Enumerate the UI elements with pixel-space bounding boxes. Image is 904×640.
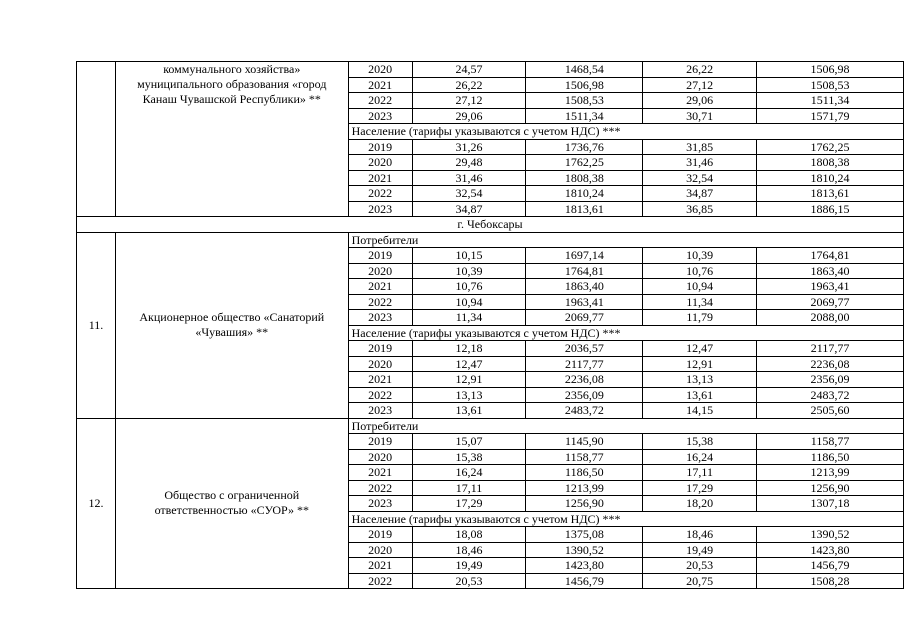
- value-cell: 1390,52: [526, 542, 643, 558]
- value-cell: 10,39: [643, 248, 757, 264]
- year-cell: 2019: [348, 434, 412, 450]
- value-cell: 12,18: [412, 341, 526, 357]
- value-cell: 10,76: [643, 263, 757, 279]
- table-row: [77, 418, 904, 434]
- value-cell: 1697,14: [526, 248, 643, 264]
- value-cell: 1863,40: [757, 263, 904, 279]
- value-cell: 20,53: [412, 573, 526, 589]
- organization-name: Общество с ограниченной ответственностью «СУОР» **: [115, 418, 348, 589]
- value-cell: 20,75: [643, 573, 757, 589]
- value-cell: 1456,79: [526, 573, 643, 589]
- value-cell: 1963,41: [757, 279, 904, 295]
- value-cell: 34,87: [643, 186, 757, 202]
- value-cell: 12,91: [412, 372, 526, 388]
- value-cell: 18,46: [643, 527, 757, 543]
- year-cell: 2019: [348, 527, 412, 543]
- value-cell: 10,15: [412, 248, 526, 264]
- value-cell: 31,85: [643, 139, 757, 155]
- value-cell: 24,57: [412, 62, 526, 78]
- value-cell: 18,08: [412, 527, 526, 543]
- section-title: г. Чебоксары: [77, 217, 904, 233]
- value-cell: 1158,77: [526, 449, 643, 465]
- value-cell: 1810,24: [526, 186, 643, 202]
- year-cell: 2022: [348, 573, 412, 589]
- value-cell: 1375,08: [526, 527, 643, 543]
- value-cell: 1423,80: [757, 542, 904, 558]
- value-cell: 1762,25: [526, 155, 643, 171]
- value-cell: 1186,50: [526, 465, 643, 481]
- value-cell: 30,71: [643, 108, 757, 124]
- value-cell: 1764,81: [526, 263, 643, 279]
- year-cell: 2021: [348, 77, 412, 93]
- value-cell: 1506,98: [526, 77, 643, 93]
- value-cell: 19,49: [643, 542, 757, 558]
- value-cell: 1423,80: [526, 558, 643, 574]
- group-label: Потребители: [348, 232, 903, 248]
- value-cell: 13,13: [412, 387, 526, 403]
- value-cell: 1307,18: [757, 496, 904, 512]
- value-cell: 29,06: [643, 93, 757, 109]
- value-cell: 18,20: [643, 496, 757, 512]
- year-cell: 2021: [348, 558, 412, 574]
- value-cell: 1256,90: [757, 480, 904, 496]
- value-cell: 1808,38: [757, 155, 904, 171]
- value-cell: 1158,77: [757, 434, 904, 450]
- value-cell: 1808,38: [526, 170, 643, 186]
- year-cell: 2020: [348, 356, 412, 372]
- year-cell: 2022: [348, 387, 412, 403]
- value-cell: 18,46: [412, 542, 526, 558]
- value-cell: 13,61: [412, 403, 526, 419]
- value-cell: 13,61: [643, 387, 757, 403]
- group-label: Население (тарифы указываются с учетом НДС) ***: [348, 124, 903, 140]
- organization-name: Акционерное общество «Санаторий «Чувашия» **: [115, 232, 348, 418]
- value-cell: 32,54: [412, 186, 526, 202]
- year-cell: 2019: [348, 139, 412, 155]
- year-cell: 2023: [348, 310, 412, 326]
- value-cell: 2236,08: [526, 372, 643, 388]
- tariff-table: [76, 61, 904, 589]
- value-cell: 11,34: [643, 294, 757, 310]
- value-cell: 13,13: [643, 372, 757, 388]
- value-cell: 1736,76: [526, 139, 643, 155]
- value-cell: 12,47: [412, 356, 526, 372]
- value-cell: 11,34: [412, 310, 526, 326]
- year-cell: 2020: [348, 263, 412, 279]
- value-cell: 1863,40: [526, 279, 643, 295]
- year-cell: 2020: [348, 542, 412, 558]
- row-number: [77, 62, 116, 217]
- value-cell: 20,53: [643, 558, 757, 574]
- value-cell: 31,46: [412, 170, 526, 186]
- value-cell: 17,29: [643, 480, 757, 496]
- value-cell: 1506,98: [757, 62, 904, 78]
- value-cell: 1571,79: [757, 108, 904, 124]
- value-cell: 1468,54: [526, 62, 643, 78]
- value-cell: 1213,99: [526, 480, 643, 496]
- year-cell: 2023: [348, 201, 412, 217]
- value-cell: 26,22: [643, 62, 757, 78]
- value-cell: 16,24: [412, 465, 526, 481]
- value-cell: 1963,41: [526, 294, 643, 310]
- value-cell: 16,24: [643, 449, 757, 465]
- value-cell: 2117,77: [757, 341, 904, 357]
- year-cell: 2021: [348, 465, 412, 481]
- value-cell: 17,11: [643, 465, 757, 481]
- value-cell: 10,94: [412, 294, 526, 310]
- year-cell: 2020: [348, 62, 412, 78]
- value-cell: 1390,52: [757, 527, 904, 543]
- value-cell: 10,76: [412, 279, 526, 295]
- value-cell: 11,79: [643, 310, 757, 326]
- value-cell: 1813,61: [526, 201, 643, 217]
- value-cell: 14,15: [643, 403, 757, 419]
- value-cell: 29,06: [412, 108, 526, 124]
- row-number: 12.: [77, 418, 116, 589]
- value-cell: 2117,77: [526, 356, 643, 372]
- year-cell: 2023: [348, 108, 412, 124]
- year-cell: 2019: [348, 248, 412, 264]
- value-cell: 12,47: [643, 341, 757, 357]
- value-cell: 27,12: [643, 77, 757, 93]
- year-cell: 2021: [348, 279, 412, 295]
- year-cell: 2022: [348, 480, 412, 496]
- value-cell: 1886,15: [757, 201, 904, 217]
- year-cell: 2021: [348, 170, 412, 186]
- year-cell: 2022: [348, 294, 412, 310]
- value-cell: 15,07: [412, 434, 526, 450]
- value-cell: 1764,81: [757, 248, 904, 264]
- year-cell: 2022: [348, 93, 412, 109]
- year-cell: 2021: [348, 372, 412, 388]
- year-cell: 2022: [348, 186, 412, 202]
- value-cell: 31,46: [643, 155, 757, 171]
- organization-name: коммунального хозяйства» муниципального образования «город Канаш Чувашской Республики» **: [115, 62, 348, 217]
- value-cell: 2483,72: [526, 403, 643, 419]
- value-cell: 2483,72: [757, 387, 904, 403]
- value-cell: 1508,53: [757, 77, 904, 93]
- table-row: [77, 62, 904, 78]
- value-cell: 10,94: [643, 279, 757, 295]
- value-cell: 2069,77: [526, 310, 643, 326]
- table-row: [77, 232, 904, 248]
- year-cell: 2020: [348, 449, 412, 465]
- value-cell: 2088,00: [757, 310, 904, 326]
- year-cell: 2020: [348, 155, 412, 171]
- value-cell: 2356,09: [757, 372, 904, 388]
- value-cell: 27,12: [412, 93, 526, 109]
- value-cell: 12,91: [643, 356, 757, 372]
- value-cell: 1762,25: [757, 139, 904, 155]
- value-cell: 1456,79: [757, 558, 904, 574]
- value-cell: 1810,24: [757, 170, 904, 186]
- value-cell: 10,39: [412, 263, 526, 279]
- value-cell: 1213,99: [757, 465, 904, 481]
- value-cell: 1508,28: [757, 573, 904, 589]
- value-cell: 1145,90: [526, 434, 643, 450]
- value-cell: 15,38: [412, 449, 526, 465]
- year-cell: 2023: [348, 496, 412, 512]
- value-cell: 1511,34: [526, 108, 643, 124]
- value-cell: 32,54: [643, 170, 757, 186]
- group-label: Потребители: [348, 418, 903, 434]
- value-cell: 15,38: [643, 434, 757, 450]
- year-cell: 2019: [348, 341, 412, 357]
- value-cell: 36,85: [643, 201, 757, 217]
- row-number: 11.: [77, 232, 116, 418]
- value-cell: 26,22: [412, 77, 526, 93]
- value-cell: 1508,53: [526, 93, 643, 109]
- value-cell: 29,48: [412, 155, 526, 171]
- value-cell: 2069,77: [757, 294, 904, 310]
- value-cell: 2356,09: [526, 387, 643, 403]
- value-cell: 2236,08: [757, 356, 904, 372]
- value-cell: 1186,50: [757, 449, 904, 465]
- value-cell: 19,49: [412, 558, 526, 574]
- value-cell: 2505,60: [757, 403, 904, 419]
- value-cell: 17,11: [412, 480, 526, 496]
- table-row: [77, 217, 904, 233]
- value-cell: 1256,90: [526, 496, 643, 512]
- value-cell: 17,29: [412, 496, 526, 512]
- group-label: Население (тарифы указываются с учетом НДС) ***: [348, 511, 903, 527]
- year-cell: 2023: [348, 403, 412, 419]
- group-label: Население (тарифы указываются с учетом НДС) ***: [348, 325, 903, 341]
- value-cell: 1813,61: [757, 186, 904, 202]
- value-cell: 2036,57: [526, 341, 643, 357]
- value-cell: 1511,34: [757, 93, 904, 109]
- value-cell: 31,26: [412, 139, 526, 155]
- value-cell: 34,87: [412, 201, 526, 217]
